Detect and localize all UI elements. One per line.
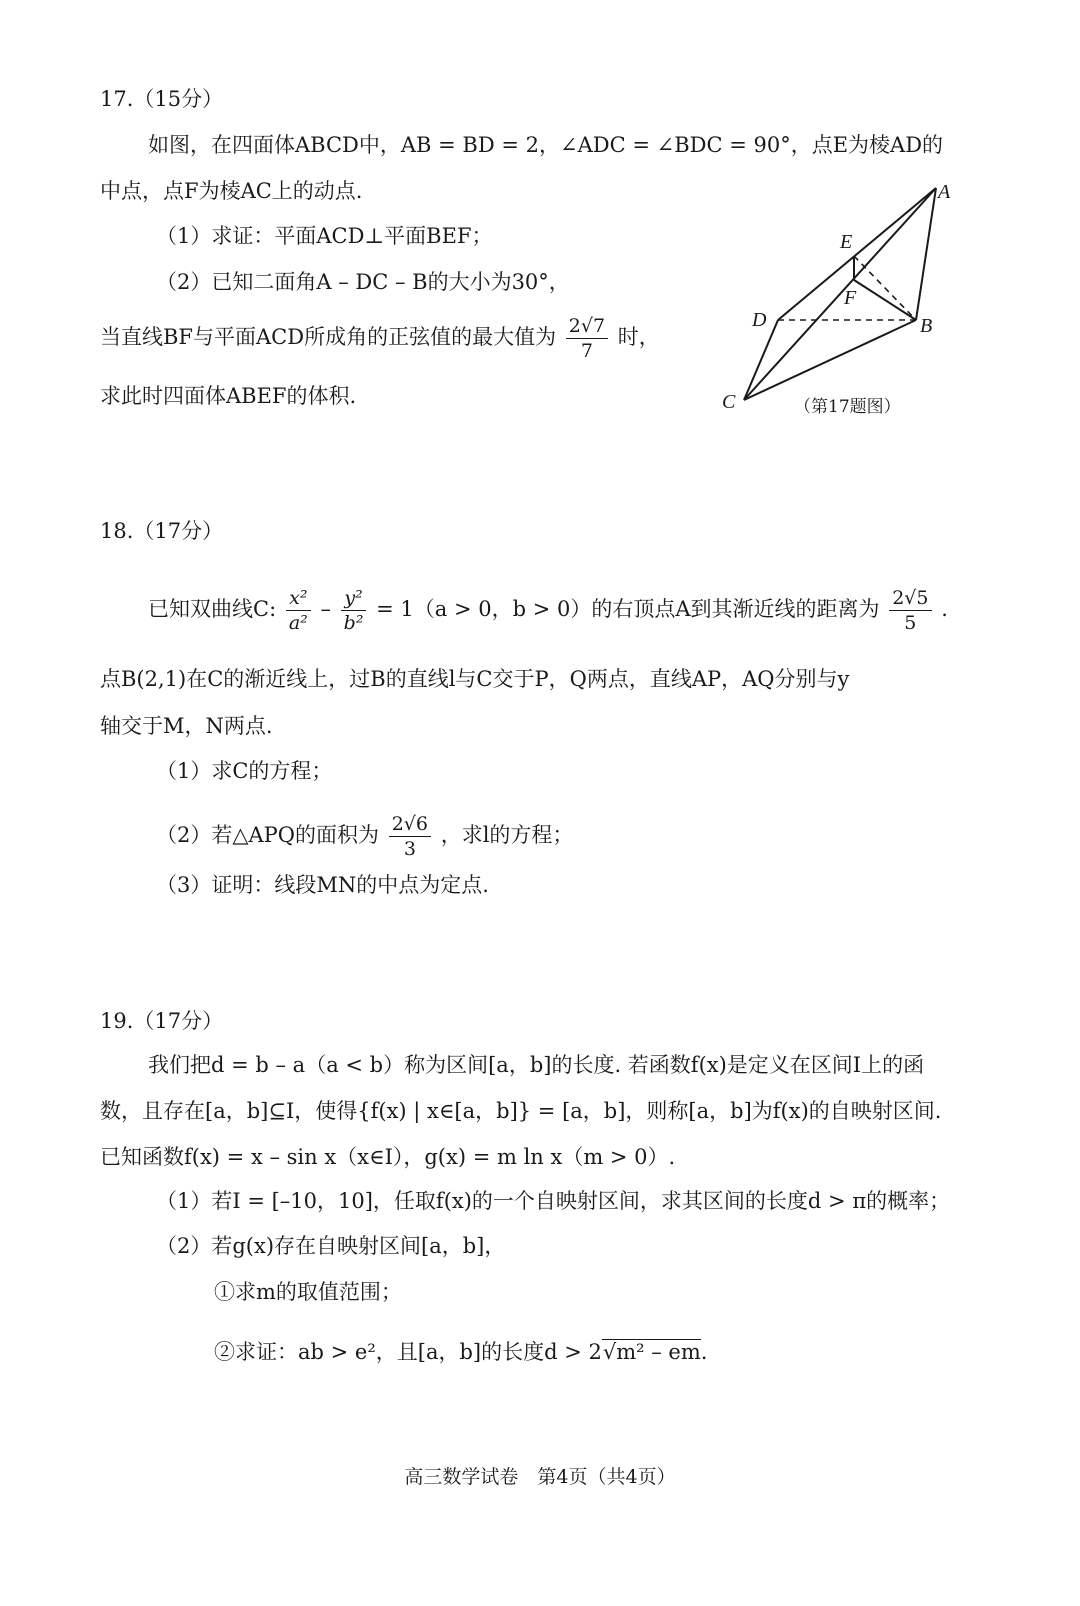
- q19-stem-line3: 已知函数f(x) = x – sin x（x∈I），g(x) = m ln x（m > 0）.: [100, 1145, 676, 1169]
- vertex-label-F: F: [844, 287, 857, 309]
- q19-stem-line2: 数，且存在[a，b]⊆I，使得{f(x) | x∈[a，b]} = [a，b]，则称[a，b]为f(x)的自映射区间.: [100, 1099, 942, 1123]
- q17-part1: （1）求证：平面ACD⊥平面BEF；: [156, 224, 493, 248]
- vertex-label-E: E: [840, 231, 853, 253]
- q17-heading: 17.（15分）: [100, 87, 224, 111]
- q18-dist-num: 2√5: [889, 586, 931, 611]
- q17-frac-num: 2√7: [566, 314, 608, 339]
- q18-part1: （1）求C的方程；: [156, 759, 333, 783]
- q18-distance-fraction: [889, 586, 931, 635]
- edge-AC: [744, 188, 936, 400]
- q19-part1: （1）若I = [–10，10]，任取f(x)的一个自映射区间，求其区间的长度d > π的概率；: [156, 1189, 951, 1213]
- q18-area-fraction: [389, 812, 431, 861]
- q17-part2-ask: 求此时四面体ABEF的体积.: [100, 384, 357, 408]
- q18-area-den: 3: [403, 838, 416, 860]
- q19-heading: 19.（17分）: [100, 1009, 224, 1033]
- q18-stem-mid: = 1（a > 0，b > 0）的右顶点A到其渐近线的距离为: [376, 597, 880, 621]
- q18-part2: [156, 812, 573, 861]
- q18-a2: a²: [288, 612, 308, 634]
- q18-area-num: 2√6: [389, 812, 431, 837]
- q17-part2: （2）已知二面角A – DC – B的大小为30°，: [156, 270, 570, 294]
- q19-sub2-radical: √m² – em: [602, 1340, 701, 1364]
- vertex-label-D: D: [752, 309, 767, 331]
- vertex-label-B: B: [920, 315, 933, 337]
- edge-EB-hidden: [854, 256, 916, 320]
- q17-cond-text: 当直线BF与平面ACD所成角的正弦值的最大值为: [100, 325, 557, 349]
- q18-stem-line1: [148, 586, 948, 635]
- q18-part2-text: （2）若△APQ的面积为: [156, 823, 380, 847]
- q18-heading: 18.（17分）: [100, 519, 224, 543]
- q17-frac-den: 7: [580, 340, 593, 362]
- vertex-label-C: C: [722, 391, 736, 413]
- q18-stem-line3: 轴交于M，N两点.: [100, 714, 273, 738]
- q18-frac-x: [286, 586, 311, 635]
- q18-part2-end: ，求l的方程；: [440, 823, 574, 847]
- q19-sub2-end: .: [700, 1340, 708, 1364]
- q19-part2-sub1: ①求m的取值范围；: [214, 1280, 402, 1304]
- q18-minus: –: [320, 597, 331, 621]
- q19-sub2-text: ②求证：ab > e²，且[a，b]的长度d > 2: [214, 1340, 602, 1364]
- edge-CB: [744, 320, 916, 400]
- q17-cond-end: 时，: [617, 325, 660, 349]
- q17-stem-line2: 中点，点F为棱AC上的动点.: [100, 179, 363, 203]
- q18-frac-y: [341, 586, 367, 635]
- figure-caption: （第17题图）: [794, 397, 901, 417]
- q17-stem-line1: 如图，在四面体ABCD中，AB = BD = 2，∠ADC = ∠BDC = 90°，点E为棱AD的: [148, 133, 944, 157]
- page-footer: 高三数学试卷 第4页（共4页）: [404, 1466, 676, 1488]
- q17-fraction: [566, 314, 608, 363]
- q18-dist-den: 5: [904, 612, 917, 634]
- q18-stem-end: .: [941, 597, 948, 621]
- q18-stem-line2: 点B(2,1)在C的渐近线上，过B的直线l与C交于P，Q两点，直线AP，AQ分别与y: [100, 667, 850, 691]
- q18-b2: b²: [343, 612, 364, 634]
- q18-stem-start: 已知双曲线C:: [148, 597, 277, 621]
- q18-x2: x²: [286, 586, 311, 611]
- q18-part3: （3）证明：线段MN的中点为定点.: [156, 873, 489, 897]
- q17-part2-condition: [100, 314, 660, 363]
- q19-stem-line1: 我们把d = b – a（a < b）称为区间[a，b]的长度. 若函数f(x)是定义在区间I上的函: [148, 1053, 925, 1077]
- vertex-label-A: A: [938, 181, 951, 203]
- tetrahedron-figure: [722, 180, 988, 430]
- q18-y2: y²: [341, 586, 367, 611]
- q19-part2: （2）若g(x)存在自映射区间[a，b]，: [156, 1234, 506, 1258]
- edge-AD: [778, 188, 936, 320]
- q19-part2-sub2: [214, 1337, 707, 1367]
- edge-FB: [854, 280, 916, 320]
- edge-DC: [744, 320, 778, 400]
